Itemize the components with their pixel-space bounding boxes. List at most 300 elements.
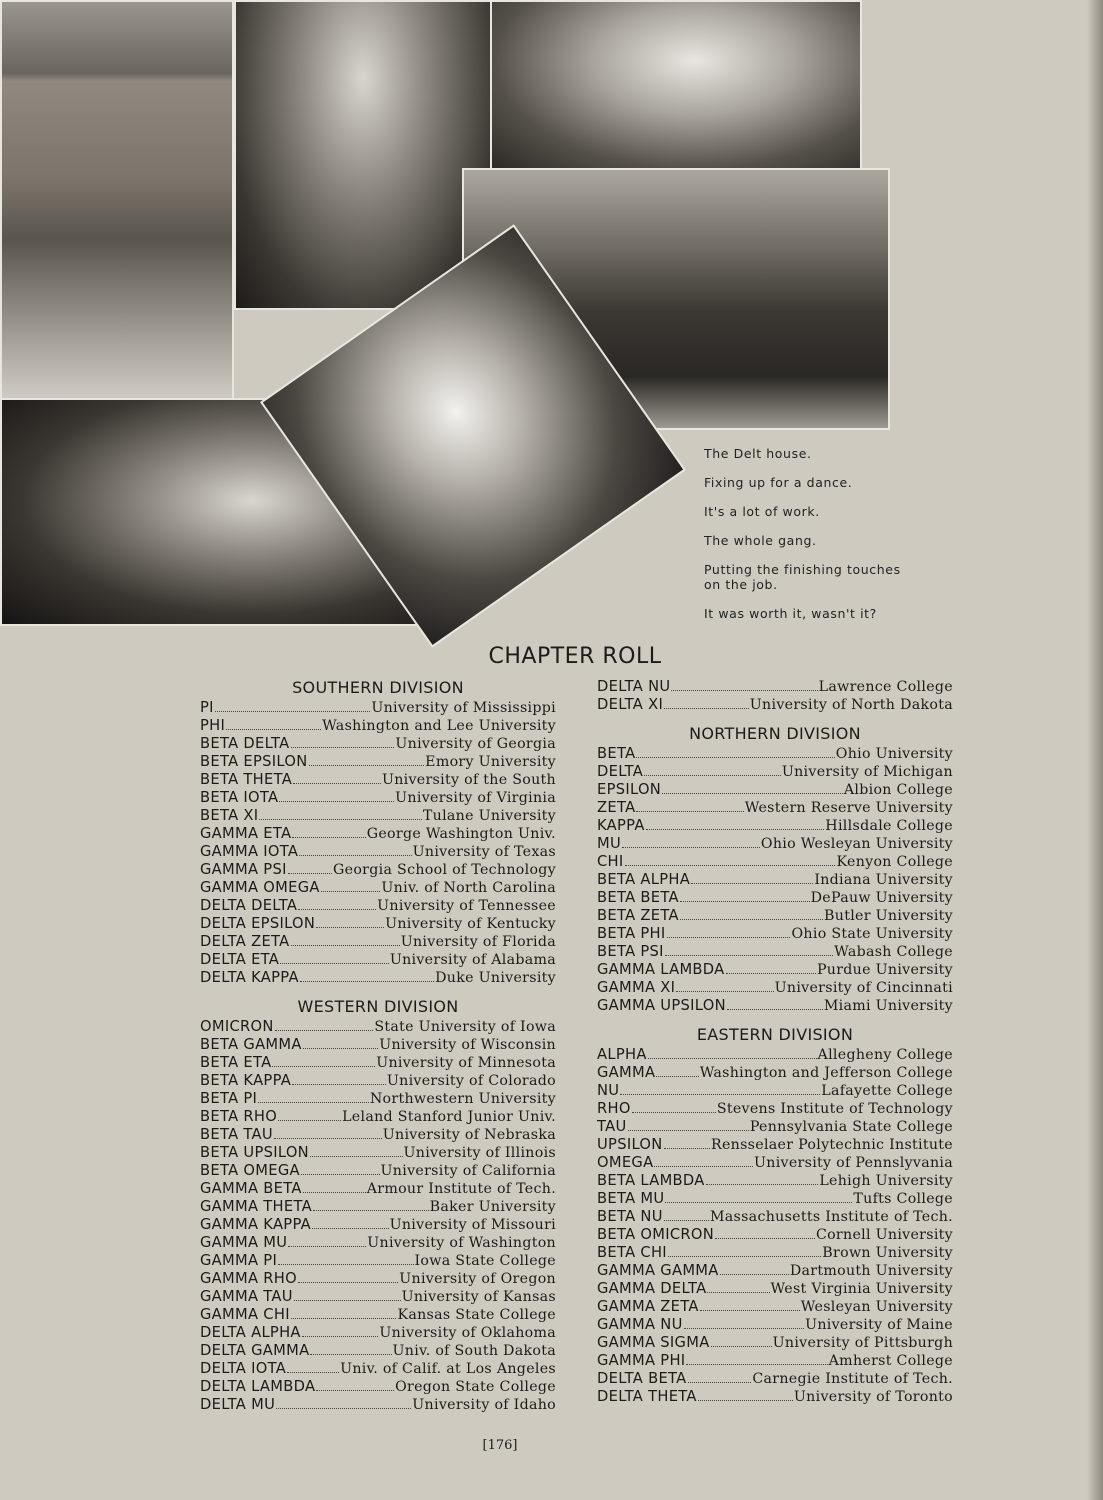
chapter-name: DELTA NU xyxy=(597,678,671,695)
school-name: University of Tennessee xyxy=(377,898,556,914)
school-name: Kenyon College xyxy=(836,854,953,870)
dot-leader xyxy=(667,936,791,938)
chapter-row xyxy=(597,1226,953,1244)
school-name: University of Minnesota xyxy=(376,1055,556,1071)
chapter-roll-left-column xyxy=(200,678,556,1414)
school-name: Leland Stanford Junior Univ. xyxy=(342,1109,556,1125)
dot-leader xyxy=(700,1309,800,1311)
chapter-name: DELTA GAMMA xyxy=(200,1342,310,1359)
chapter-name: BETA TAU xyxy=(200,1126,273,1143)
chapter-name: GAMMA ETA xyxy=(200,825,292,842)
chapter-row xyxy=(597,1370,953,1388)
school-name: University of Pennslyvania xyxy=(754,1155,953,1171)
chapter-row xyxy=(597,1190,953,1208)
chapter-name: BETA CHI xyxy=(597,1244,667,1261)
chapter-name: BETA DELTA xyxy=(200,735,290,752)
division-heading-western: WESTERN DIVISION xyxy=(297,997,459,1016)
chapter-name: GAMMA PHI xyxy=(597,1352,686,1369)
dot-leader xyxy=(279,800,394,802)
chapter-row xyxy=(597,799,953,817)
chapter-row xyxy=(200,1072,556,1090)
dot-leader xyxy=(274,1137,382,1139)
dot-leader xyxy=(278,1119,341,1121)
page-edge-shadow xyxy=(1087,0,1103,1500)
school-name: University of Nebraska xyxy=(382,1127,556,1143)
dot-leader xyxy=(312,1227,389,1229)
chapter-name: GAMMA KAPPA xyxy=(200,1216,312,1233)
chapter-row xyxy=(200,753,556,771)
school-name: Wabash College xyxy=(834,944,953,960)
chapter-row xyxy=(200,1036,556,1054)
dot-leader xyxy=(664,1147,710,1149)
division-heading-northern: NORTHERN DIVISION xyxy=(689,724,861,743)
chapter-name: DELTA IOTA xyxy=(200,1360,287,1377)
chapter-row xyxy=(597,1298,953,1316)
chapter-row xyxy=(200,1090,556,1108)
dot-leader xyxy=(288,1245,366,1247)
school-name: University of Michigan xyxy=(781,764,953,780)
school-name: Cornell University xyxy=(815,1227,953,1243)
caption-1: The Delt house. xyxy=(704,446,812,461)
chapter-row xyxy=(200,1108,556,1126)
chapter-name: BETA EPSILON xyxy=(200,753,308,770)
chapter-name: BETA RHO xyxy=(200,1108,278,1125)
school-name: Tufts College xyxy=(853,1191,953,1207)
chapter-name: GAMMA LAMBDA xyxy=(597,961,725,978)
dot-leader xyxy=(292,836,365,838)
chapter-name: BETA PI xyxy=(200,1090,258,1107)
chapter-row xyxy=(597,1280,953,1298)
chapter-row xyxy=(200,951,556,969)
division-heading-eastern: EASTERN DIVISION xyxy=(696,1025,854,1044)
chapter-row xyxy=(200,969,556,987)
chapter-name: GAMMA NU xyxy=(597,1316,683,1333)
dot-leader xyxy=(706,1183,819,1185)
dot-leader xyxy=(671,689,817,691)
dot-leader xyxy=(321,890,381,892)
chapter-row xyxy=(597,1082,953,1100)
chapter-name: DELTA LAMBDA xyxy=(200,1378,316,1395)
school-name: University of North Dakota xyxy=(749,697,953,713)
chapter-name: DELTA XI xyxy=(597,696,664,713)
school-name: University of Washington xyxy=(367,1235,556,1251)
dot-leader xyxy=(292,1083,386,1085)
school-name: University of Idaho xyxy=(412,1397,556,1413)
chapter-row xyxy=(200,1396,556,1414)
chapter-row xyxy=(200,1180,556,1198)
chapter-row xyxy=(597,1172,953,1190)
school-name: University of Kentucky xyxy=(385,916,556,932)
school-name: University of Texas xyxy=(412,844,556,860)
chapter-list-eastern xyxy=(597,1046,953,1406)
chapter-name: GAMMA PI xyxy=(200,1252,278,1269)
chapter-row xyxy=(200,717,556,735)
dot-leader xyxy=(636,810,743,812)
dot-leader xyxy=(646,828,825,830)
chapter-name: TAU xyxy=(597,1118,627,1135)
chapter-name: BETA PHI xyxy=(597,925,666,942)
school-name: Emory University xyxy=(425,754,556,770)
chapter-name: BETA ZETA xyxy=(597,907,679,924)
dot-leader xyxy=(688,1381,752,1383)
dot-leader xyxy=(715,1237,815,1239)
chapter-name: MU xyxy=(597,835,622,852)
chapter-row xyxy=(597,889,953,907)
chapter-row xyxy=(200,1144,556,1162)
chapter-name: EPSILON xyxy=(597,781,662,798)
school-name: Georgia School of Technology xyxy=(333,862,556,878)
school-name: Western Reserve University xyxy=(744,800,953,816)
dot-leader xyxy=(720,1273,789,1275)
dot-leader xyxy=(303,1047,378,1049)
chapter-name: GAMMA THETA xyxy=(200,1198,312,1215)
school-name: Purdue University xyxy=(816,962,953,978)
dot-leader xyxy=(636,756,834,758)
school-name: Rensselaer Polytechnic Institute xyxy=(710,1137,953,1153)
dot-leader xyxy=(727,1008,823,1010)
chapter-name: ZETA xyxy=(597,799,636,816)
photo-delt-house xyxy=(0,0,234,400)
school-name: University of Kansas xyxy=(401,1289,556,1305)
school-name: Univ. of North Carolina xyxy=(381,880,556,896)
school-name: Baker University xyxy=(429,1199,556,1215)
caption-4: The whole gang. xyxy=(704,533,817,548)
caption-2: Fixing up for a dance. xyxy=(704,475,853,490)
dot-leader xyxy=(309,764,425,766)
chapter-row xyxy=(597,678,953,696)
chapter-name: GAMMA BETA xyxy=(200,1180,302,1197)
chapter-row xyxy=(200,807,556,825)
dot-leader xyxy=(226,728,321,730)
dot-leader xyxy=(632,1111,716,1113)
school-name: Ohio State University xyxy=(791,926,953,942)
chapter-list-western-continued xyxy=(597,678,953,714)
dot-leader xyxy=(298,1281,398,1283)
dot-leader xyxy=(664,707,749,709)
dot-leader xyxy=(665,1201,852,1203)
chapter-name: OMEGA xyxy=(597,1154,654,1171)
chapter-name: NU xyxy=(597,1082,620,1099)
chapter-row xyxy=(200,1324,556,1342)
chapter-name: DELTA BETA xyxy=(597,1370,687,1387)
chapter-name: GAMMA OMEGA xyxy=(200,879,320,896)
dot-leader xyxy=(259,818,421,820)
chapter-row xyxy=(200,1288,556,1306)
school-name: George Washington Univ. xyxy=(366,826,556,842)
dot-leader xyxy=(316,926,384,928)
chapter-list-western xyxy=(200,1018,556,1414)
chapter-name: DELTA ETA xyxy=(200,951,280,968)
chapter-row xyxy=(200,1198,556,1216)
dot-leader xyxy=(302,1335,379,1337)
dot-leader xyxy=(288,872,332,874)
dot-leader xyxy=(303,1191,366,1193)
school-name: University of Mississippi xyxy=(371,700,556,716)
school-name: Lawrence College xyxy=(818,679,953,695)
chapter-row xyxy=(597,997,953,1015)
chapter-row xyxy=(597,1262,953,1280)
dot-leader xyxy=(726,972,816,974)
chapter-roll-right-column xyxy=(597,678,953,1406)
chapter-name: GAMMA SIGMA xyxy=(597,1334,710,1351)
photo-lot-of-work xyxy=(490,0,862,172)
chapter-name: UPSILON xyxy=(597,1136,663,1153)
dot-leader xyxy=(668,1255,821,1257)
chapter-name: BETA OMEGA xyxy=(200,1162,300,1179)
school-name: Univ. of Calif. at Los Angeles xyxy=(340,1361,556,1377)
dot-leader xyxy=(680,918,823,920)
chapter-name: KAPPA xyxy=(597,817,645,834)
dot-leader xyxy=(258,1101,369,1103)
chapter-row xyxy=(597,1136,953,1154)
chapter-row xyxy=(597,1064,953,1082)
chapter-row xyxy=(597,817,953,835)
chapter-row xyxy=(200,1126,556,1144)
dot-leader xyxy=(662,792,843,794)
chapter-name: GAMMA GAMMA xyxy=(597,1262,719,1279)
chapter-row xyxy=(597,745,953,763)
dot-leader xyxy=(622,846,760,848)
school-name: University of Alabama xyxy=(389,952,556,968)
chapter-row xyxy=(200,861,556,879)
chapter-row xyxy=(597,1154,953,1172)
chapter-name: GAMMA RHO xyxy=(200,1270,297,1287)
dot-leader xyxy=(291,746,395,748)
dot-leader xyxy=(310,1155,403,1157)
dot-leader xyxy=(686,1363,827,1365)
chapter-row xyxy=(597,1334,953,1352)
school-name: University of Pittsburgh xyxy=(772,1335,953,1351)
dot-leader xyxy=(294,1299,401,1301)
dot-leader xyxy=(313,1209,429,1211)
chapter-name: BETA KAPPA xyxy=(200,1072,292,1089)
photo-captions xyxy=(704,446,904,635)
chapter-row xyxy=(597,961,953,979)
chapter-row xyxy=(200,699,556,717)
school-name: Albion College xyxy=(843,782,953,798)
chapter-name: GAMMA PSI xyxy=(200,861,287,878)
school-name: DePauw University xyxy=(810,890,953,906)
school-name: Pennsylvania State College xyxy=(749,1119,953,1135)
chapter-name: DELTA xyxy=(597,763,644,780)
chapter-row xyxy=(200,735,556,753)
dot-leader xyxy=(664,1219,709,1221)
chapter-row xyxy=(200,1360,556,1378)
dot-leader xyxy=(654,1165,753,1167)
chapter-name: GAMMA IOTA xyxy=(200,843,299,860)
chapter-row xyxy=(200,1306,556,1324)
dot-leader xyxy=(628,1129,749,1131)
dot-leader xyxy=(691,882,813,884)
school-name: Indiana University xyxy=(814,872,953,888)
school-name: Massachusetts Institute of Tech. xyxy=(709,1209,953,1225)
chapter-row xyxy=(597,763,953,781)
chapter-name: DELTA EPSILON xyxy=(200,915,316,932)
chapter-row xyxy=(200,825,556,843)
school-name: Amherst College xyxy=(828,1353,953,1369)
school-name: Iowa State College xyxy=(414,1253,556,1269)
dot-leader xyxy=(287,1371,339,1373)
chapter-name: DELTA ALPHA xyxy=(200,1324,301,1341)
chapter-row xyxy=(200,771,556,789)
chapter-row xyxy=(200,1270,556,1288)
school-name: University of Virginia xyxy=(395,790,556,806)
chapter-row xyxy=(597,871,953,889)
chapter-row xyxy=(200,789,556,807)
chapter-name: OMICRON xyxy=(200,1018,274,1035)
chapter-name: PI xyxy=(200,699,214,716)
dot-leader xyxy=(648,1057,817,1059)
dot-leader xyxy=(301,1173,380,1175)
school-name: Univ. of South Dakota xyxy=(392,1343,556,1359)
chapter-name: BETA BETA xyxy=(597,889,679,906)
dot-leader xyxy=(272,1065,375,1067)
school-name: University of Colorado xyxy=(386,1073,556,1089)
chapter-name: GAMMA TAU xyxy=(200,1288,293,1305)
caption-5: Putting the finishing touches on the job. xyxy=(704,562,901,592)
dot-leader xyxy=(316,1389,394,1391)
chapter-name: BETA OMICRON xyxy=(597,1226,715,1243)
school-name: University of Oregon xyxy=(399,1271,556,1287)
school-name: Hillsdale College xyxy=(825,818,953,834)
school-name: University of Cincinnati xyxy=(774,980,953,996)
page-number: [176] xyxy=(482,1438,518,1453)
chapter-row xyxy=(200,1378,556,1396)
chapter-list-northern xyxy=(597,745,953,1015)
chapter-row xyxy=(200,1054,556,1072)
dot-leader xyxy=(698,1399,793,1401)
dot-leader xyxy=(300,980,434,982)
school-name: Kansas State College xyxy=(397,1307,556,1323)
chapter-row xyxy=(597,1208,953,1226)
chapter-row xyxy=(597,1316,953,1334)
school-name: Armour Institute of Tech. xyxy=(366,1181,556,1197)
chapter-name: BETA ETA xyxy=(200,1054,272,1071)
school-name: West Virginia University xyxy=(770,1281,953,1297)
school-name: Stevens Institute of Technology xyxy=(716,1101,953,1117)
dot-leader xyxy=(278,1263,413,1265)
chapter-name: GAMMA UPSILON xyxy=(597,997,726,1014)
dot-leader xyxy=(656,1075,698,1077)
dot-leader xyxy=(684,1327,804,1329)
school-name: Dartmouth University xyxy=(789,1263,953,1279)
chapter-row xyxy=(597,781,953,799)
chapter-row xyxy=(200,1252,556,1270)
chapter-row xyxy=(200,1162,556,1180)
chapter-row xyxy=(597,835,953,853)
school-name: Washington and Lee University xyxy=(322,718,556,734)
school-name: Lehigh University xyxy=(819,1173,953,1189)
chapter-name: BETA MU xyxy=(597,1190,665,1207)
school-name: Carnegie Institute of Tech. xyxy=(752,1371,953,1387)
chapter-row xyxy=(597,696,953,714)
school-name: University of Maine xyxy=(805,1317,953,1333)
chapter-row xyxy=(597,1352,953,1370)
chapter-row xyxy=(597,1388,953,1406)
chapter-row xyxy=(597,853,953,871)
chapter-name: BETA ALPHA xyxy=(597,871,691,888)
dot-leader xyxy=(291,944,400,946)
chapter-name: BETA GAMMA xyxy=(200,1036,302,1053)
school-name: Oregon State College xyxy=(395,1379,556,1395)
chapter-name: BETA xyxy=(597,745,636,762)
chapter-name: DELTA KAPPA xyxy=(200,969,299,986)
chapter-name: DELTA THETA xyxy=(597,1388,697,1405)
chapter-row xyxy=(200,897,556,915)
school-name: Tulane University xyxy=(422,808,556,824)
school-name: Miami University xyxy=(823,998,953,1014)
chapter-list-southern xyxy=(200,699,556,987)
school-name: Washington and Jefferson College xyxy=(699,1065,953,1081)
dot-leader xyxy=(215,710,371,712)
dot-leader xyxy=(625,864,836,866)
school-name: University of the South xyxy=(381,772,556,788)
school-name: Butler University xyxy=(824,908,953,924)
chapter-row xyxy=(200,1216,556,1234)
dot-leader xyxy=(707,1291,769,1293)
dot-leader xyxy=(276,1407,411,1409)
school-name: State University of Iowa xyxy=(374,1019,556,1035)
chapter-row xyxy=(200,879,556,897)
school-name: Lafayette College xyxy=(821,1083,953,1099)
dot-leader xyxy=(676,990,773,992)
chapter-name: GAMMA MU xyxy=(200,1234,288,1251)
photo-fixing-up-dance xyxy=(234,0,492,310)
chapter-row xyxy=(200,915,556,933)
school-name: Wesleyan University xyxy=(800,1299,953,1315)
chapter-row xyxy=(597,943,953,961)
dot-leader xyxy=(680,900,810,902)
caption-6: It was worth it, wasn't it? xyxy=(704,606,877,621)
dot-leader xyxy=(275,1029,374,1031)
chapter-name: DELTA DELTA xyxy=(200,897,298,914)
chapter-name: RHO xyxy=(597,1100,631,1117)
chapter-name: PHI xyxy=(200,717,226,734)
page-title: CHAPTER ROLL xyxy=(488,644,662,669)
dot-leader xyxy=(310,1353,391,1355)
chapter-name: BETA NU xyxy=(597,1208,663,1225)
dot-leader xyxy=(291,1317,397,1319)
school-name: Duke University xyxy=(435,970,556,986)
chapter-name: GAMMA xyxy=(597,1064,656,1081)
chapter-row xyxy=(597,1100,953,1118)
chapter-name: BETA IOTA xyxy=(200,789,279,806)
chapter-name: BETA LAMBDA xyxy=(597,1172,705,1189)
school-name: University of Florida xyxy=(400,934,556,950)
school-name: University of Missouri xyxy=(389,1217,556,1233)
chapter-name: GAMMA XI xyxy=(597,979,676,996)
chapter-name: DELTA MU xyxy=(200,1396,276,1413)
chapter-name: BETA XI xyxy=(200,807,259,824)
school-name: University of Wisconsin xyxy=(379,1037,556,1053)
chapter-row xyxy=(597,925,953,943)
chapter-row xyxy=(597,1244,953,1262)
chapter-row xyxy=(597,979,953,997)
school-name: University of California xyxy=(380,1163,556,1179)
chapter-name: GAMMA CHI xyxy=(200,1306,290,1323)
chapter-row xyxy=(597,1118,953,1136)
chapter-name: BETA THETA xyxy=(200,771,293,788)
dot-leader xyxy=(665,954,833,956)
chapter-row xyxy=(597,907,953,925)
school-name: University of Oklahoma xyxy=(379,1325,556,1341)
school-name: University of Toronto xyxy=(793,1389,953,1405)
school-name: Brown University xyxy=(822,1245,953,1261)
division-heading-southern: SOUTHERN DIVISION xyxy=(292,678,464,697)
chapter-name: DELTA ZETA xyxy=(200,933,290,950)
chapter-row xyxy=(597,1046,953,1064)
chapter-name: BETA UPSILON xyxy=(200,1144,309,1161)
